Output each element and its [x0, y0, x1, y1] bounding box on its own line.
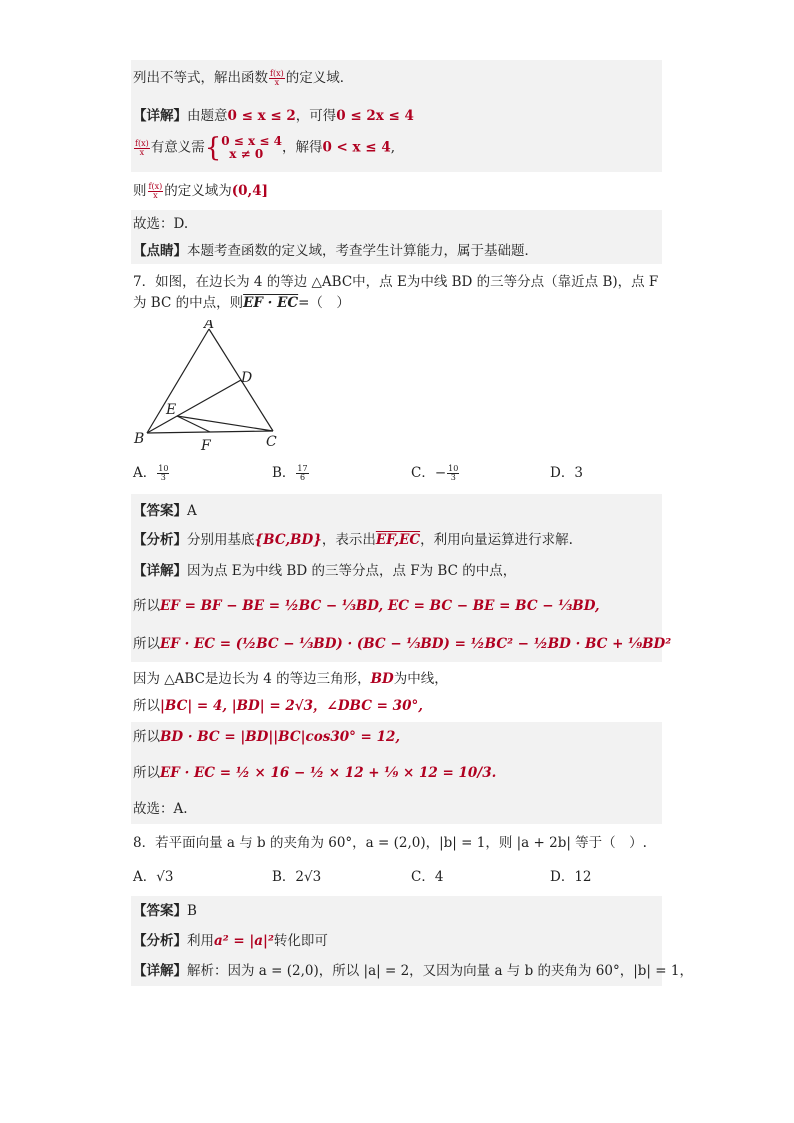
- option-b[interactable]: B．2√3: [272, 869, 322, 885]
- math: {BC,BD}: [254, 532, 322, 548]
- detail-tag: 【详解】: [133, 108, 187, 124]
- q7-eq3: [131, 692, 662, 722]
- q7-text: 为中线，: [393, 671, 448, 687]
- label-D: D: [241, 370, 253, 386]
- math: (0,4]: [231, 183, 268, 199]
- q7-text: ，表示出: [321, 532, 376, 548]
- q7-analysis: [131, 524, 662, 556]
- q8-text: 利用: [187, 933, 214, 949]
- median-BD: [147, 380, 241, 433]
- q8-options: [131, 858, 662, 896]
- fraction: $\frac{f(x)}{x}$: [148, 182, 163, 200]
- detail-tag: 【详解】: [133, 563, 187, 579]
- fraction: $\frac{f(x)}{x}$: [135, 138, 149, 157]
- answer-value: A: [187, 503, 197, 519]
- q8-text: 解析：因为 a = (2,0)，所以 |a| = 2，又因为向量 a 与 b 的夹角为 60°，|b| = 1，: [187, 963, 693, 979]
- triangle-diagram: [131, 320, 311, 454]
- answer-text: 故选：D.: [133, 216, 189, 232]
- q6-comment: [131, 238, 662, 264]
- q7-text: 所以: [133, 729, 160, 745]
- label-F: F: [201, 438, 211, 454]
- q7-text: 所以: [133, 636, 160, 652]
- q7-text: 因为 △ABC是边长为 4 的等边三角形，: [133, 671, 371, 687]
- math: EF · EC: [243, 295, 299, 311]
- q7-eq4: [131, 722, 662, 752]
- q8-text: 转化即可: [273, 933, 328, 949]
- q7-eq2: [131, 624, 672, 662]
- detail-tag: 【详解】: [133, 963, 187, 979]
- q7-text: 分别用基底: [187, 532, 255, 548]
- math: a² = |a|²: [214, 933, 274, 949]
- math: 0 ≤ x ≤ 2: [227, 108, 296, 124]
- q7-text: 因为点 E为中线 BD 的三等分点，点 F为 BC 的中点，: [187, 563, 517, 579]
- option-c[interactable]: C．− $\frac{10}{3}$: [411, 464, 459, 482]
- q7-answer-final: [131, 794, 662, 824]
- option-a[interactable]: A．√3: [133, 869, 174, 885]
- analysis-tag: 【分析】: [133, 933, 187, 949]
- comment-tag: 【点睛】: [133, 243, 187, 259]
- option-c[interactable]: C．4: [411, 869, 444, 885]
- inequality-system: 0 ≤ x ≤ 4 x ≠ 0: [221, 134, 282, 161]
- document-page: [131, 60, 693, 986]
- answer-tag: 【答案】: [133, 503, 187, 519]
- q7-text: 所以: [133, 698, 160, 714]
- q8-detail: [131, 956, 693, 986]
- q7-text: 所以: [133, 598, 160, 614]
- label-A: A: [204, 320, 215, 332]
- q6-text: 有意义需: [150, 139, 205, 156]
- q7-stem-line1: [131, 264, 662, 290]
- q7-options: [131, 454, 662, 494]
- math: |BC| = 4, |BD| = 2√3，∠DBC = 30°,: [160, 698, 423, 714]
- q7-text: 所以: [133, 765, 160, 781]
- q7-eq1: [131, 586, 662, 624]
- math: BD · BC = |BD||BC|cos30° = 12,: [160, 729, 401, 745]
- q8-answer: [131, 896, 662, 926]
- q8-stem: [131, 824, 662, 858]
- q6-condition: [131, 132, 662, 172]
- option-a[interactable]: A． $\frac{10}{3}$: [133, 464, 169, 482]
- answer-tag: 【答案】: [133, 903, 187, 919]
- label-E: E: [166, 402, 177, 418]
- q6-detail: [131, 98, 662, 132]
- q8-analysis: [131, 926, 662, 956]
- option-d[interactable]: D．12: [550, 869, 592, 885]
- math: 0 ≤ 2x ≤ 4: [336, 108, 414, 124]
- q7-eq5: [131, 752, 662, 794]
- math: EF = BF − BE = ½BC − ⅓BD, EC = BC − BE = BC − ⅓BD,: [160, 598, 600, 614]
- q7-text: 7．如图，在边长为 4 的等边 △ABC中，点 E为中线 BD 的三等分点（靠近点 B)，点 F: [133, 274, 659, 290]
- comment-text: 本题考查函数的定义域，考查学生计算能力，属于基础题．: [187, 243, 538, 259]
- q6-answer: [131, 210, 662, 238]
- math: EF,EC: [375, 532, 421, 548]
- q6-text: 列出不等式，解出函数: [133, 70, 268, 86]
- q7-text: =（ ）: [298, 295, 350, 311]
- q6-text: 则: [133, 183, 147, 199]
- math: 0 < x ≤ 4: [322, 139, 391, 156]
- q6-text: 的定义域为: [164, 183, 232, 199]
- triangle-figure: [131, 320, 662, 454]
- q6-text: ，可得: [295, 108, 337, 124]
- edge-AB: [147, 329, 209, 433]
- q7-text: ，利用向量运算进行求解.: [420, 532, 573, 548]
- q7-detail: [131, 556, 662, 586]
- q6-text: ，解得: [281, 139, 323, 156]
- label-C: C: [266, 434, 277, 450]
- q7-answer: [131, 494, 662, 524]
- q6-domain: [131, 172, 662, 210]
- analysis-tag: 【分析】: [133, 532, 187, 548]
- q7-because: [131, 662, 662, 692]
- q7-stem-line2: [131, 290, 662, 320]
- q6-text: ,: [390, 139, 396, 156]
- q6-text: 的定义域．: [285, 70, 354, 86]
- math: EF · EC = (½BC − ⅓BD) · (BC − ⅓BD) = ½BC² − ½BD · BC + ⅑BD²: [160, 636, 672, 652]
- fraction: $\frac{f(x)}{x}$: [270, 69, 284, 87]
- q8-text: 8．若平面向量 a 与 b 的夹角为 60°，a = (2,0)，|b| = 1，则 |a + 2b| 等于（ ）.: [133, 835, 647, 851]
- math: EF · EC = ½ × 16 − ½ × 12 + ⅑ × 12 = 10/3.: [160, 765, 497, 781]
- math: BD: [370, 671, 394, 687]
- brace: {: [204, 133, 222, 163]
- q6-line1: [131, 60, 662, 98]
- label-B: B: [134, 431, 145, 447]
- q7-text: 为 BC 的中点，则: [133, 295, 244, 311]
- option-d[interactable]: D．3: [550, 465, 583, 481]
- answer-text: 故选：A.: [133, 801, 188, 817]
- q6-text: 由题意: [187, 108, 228, 124]
- answer-value: B: [187, 903, 197, 919]
- option-b[interactable]: B． $\frac{17}{6}$: [272, 464, 308, 482]
